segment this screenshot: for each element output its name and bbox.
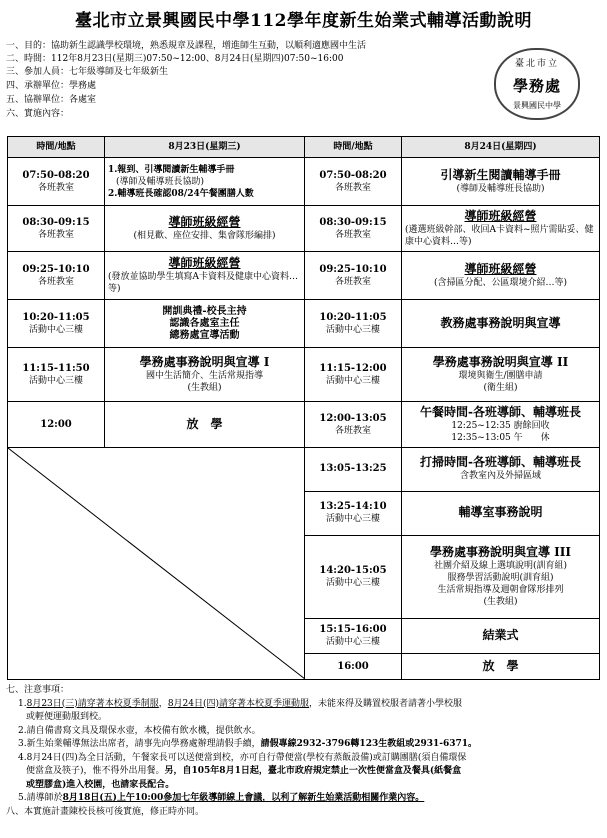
- note-1: 1.8月23日(三)請穿著本校夏季制服，8月24日(四)請穿著本校夏季運動服，未能來得及購置校服者請著小學校服: [18, 698, 463, 709]
- header-day1: 8月23日(星期三): [105, 137, 305, 158]
- table-row: 13:05-13:25 打掃時間-各班導師、輔導班長 含教室內及外掃區域: [8, 448, 600, 492]
- header-time-day1: 時間/地點: [8, 137, 105, 158]
- info-content: 六、實施內容：: [6, 109, 70, 119]
- note-4-cont: 便當盒及筷子)，惟不得外出用餐。另，自105年8月1日起，臺北市政府規定禁止一次性便當盒及餐具(紙餐盒: [26, 766, 462, 776]
- note-4: 4.8月24日(四)為全日活動，午餐家長可以送便當到校，亦可自行帶便當(學校有蒸飯設備)或訂購團膳(須自備環保: [18, 752, 467, 763]
- info-time: 二、時間：112年8月23日(星期三)07:50~12:00、8月24日(星期四)07:50~16:00: [6, 54, 344, 64]
- table-row: 11:15-11:50 活動中心三樓 學務處事務說明與宣導 I 國中生活簡介、生活常規指導 (生教組) 11:15-12:00 活動中心三樓 學務處事務說明與宣導 II 環境與衛生/團膳申請 (衛生組): [8, 348, 600, 402]
- note-4-cont2: 或塑膠盒)進入校園，也請家長配合。: [26, 779, 175, 790]
- notes-section: [6, 684, 601, 819]
- info-organizer: 四、承辦單位：學務處: [6, 81, 97, 91]
- notes-heading: 七、注意事項：: [6, 685, 70, 695]
- table-row: 08:30-09:15 各班教室 導師班級經營 (相見歡、座位安排、集會隊形編排) 08:30-09:15 各班教室 導師班級經營 (遴選班級幹部、收回A卡資料~照片需貼妥、健康中心資料…等): [8, 206, 600, 252]
- header-day2: 8月24日(星期四): [402, 137, 600, 158]
- section-eight: 八、本實施計畫陳校長核可後實施，修正時亦同。: [6, 806, 205, 817]
- note-5: 5.請導師於8月18日(五)上午10:00參加七年級導師線上會議，以利了解新生始業活動相關作業內容。: [18, 793, 425, 803]
- info-co-organizer: 五、協辦單位：各處室: [6, 95, 97, 105]
- table-row: 12:00 放 學 12:00-13:05 各班教室 午餐時間-各班導師、輔導班長 12:25~12:35 廚餘回收 12:35~13:05 午 休: [8, 402, 600, 448]
- schedule-table: [7, 136, 600, 680]
- table-row: 09:25-10:10 各班教室 導師班級經營 (發放並協助學生填寫A卡資料及健康中心資料…等) 09:25-10:10 各班教室 導師班級經營 (含掃區分配、公區環境介紹…等): [8, 252, 600, 300]
- table-row: 10:20-11:05 活動中心三樓 開訓典禮-校長主持 認識各處室主任 總務處宣導活動 10:20-11:05 活動中心三樓 教務處事務說明與宣導: [8, 300, 600, 348]
- table-row: 14:20-15:05 活動中心三樓 學務處事務說明與宣導 III 社團介紹及線上選填說明(訓育組) 服務學習活動說明(訓育組) 生活常規指導及週朝會隊形排列 (生教組): [8, 536, 600, 618]
- office-seal-stamp: 臺北市立 學務處 景興國民中學: [494, 48, 580, 120]
- page-title: 臺北市立景興國民中學112學年度新生始業式輔導活動說明: [75, 11, 532, 31]
- info-purpose: 一、目的：協助新生認識學校環境，熟悉規章及課程，增進師生互動，以順利適應國中生活: [6, 41, 367, 51]
- note-1-cont: 或輕便運動服到校。: [26, 712, 108, 722]
- table-row: 15:15-16:00 活動中心三樓 結業式: [8, 618, 600, 653]
- diagonal-line: [8, 448, 305, 679]
- table-row: 07:50-08:20 各班教室 1.報到、引導閱讀新生輔導手冊 (導師及輔導班長協助) 2.輔導班長確認08/24午餐團膳人數 07:50-08:20 各班教室 引導新生閱讀輔導手冊 (導師及輔導班長協助): [8, 158, 600, 206]
- table-row: 13:25-14:10 活動中心三樓 輔導室事務說明: [8, 491, 600, 536]
- note-3: 3.新生始業輔導無法出席者，請事先向學務處辦理請假手續，請假專線2932-3796轉123生教組或2931-6371。: [18, 739, 478, 749]
- info-participants: 三、參加人員：七年級導師及七年級新生: [6, 67, 169, 77]
- header-time-day2: 時間/地點: [305, 137, 402, 158]
- blank-diagonal-cell: [8, 448, 305, 680]
- note-2: 2.請自備書寫文具及環保水壺，本校備有飲水機，提供飲水。: [18, 725, 261, 736]
- table-row: 16:00 放 學: [8, 654, 600, 680]
